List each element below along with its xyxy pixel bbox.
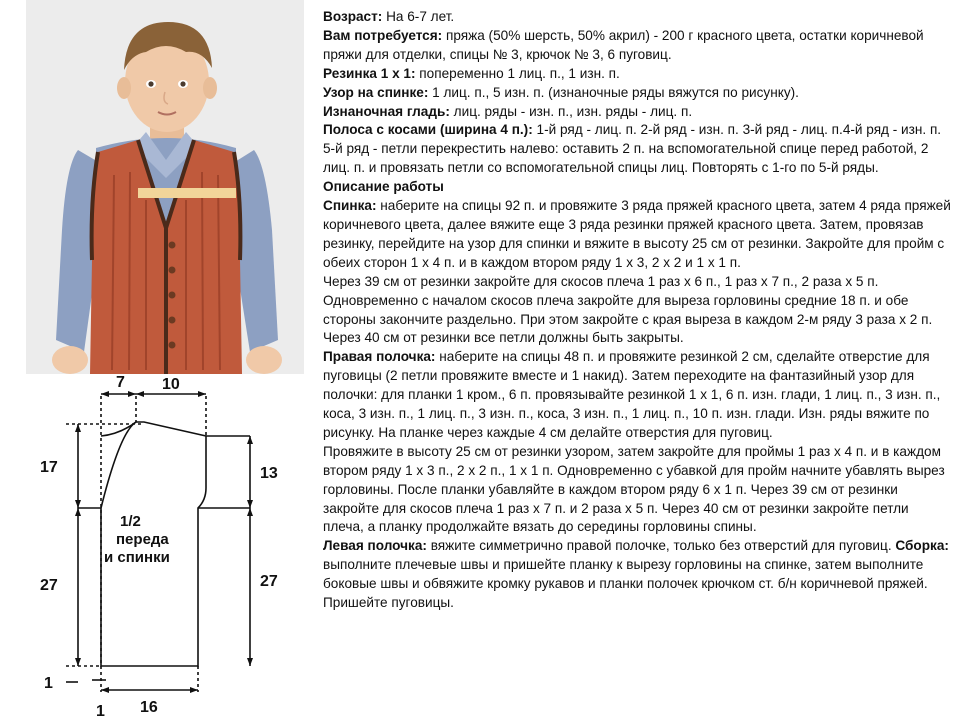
pattern-instructions bbox=[323, 8, 951, 613]
dim-bottom-width: 16 bbox=[140, 699, 158, 716]
materials-label: Вам потребуется: bbox=[323, 27, 443, 43]
piece-label-front: переда bbox=[116, 531, 169, 548]
rib-line bbox=[323, 65, 951, 84]
hand-left bbox=[52, 346, 88, 374]
boy-in-vest-illustration bbox=[26, 0, 304, 374]
dim-body-height-left: 27 bbox=[40, 577, 58, 594]
assembly-label: Сборка: bbox=[895, 538, 949, 554]
dim-neck-width: 7 bbox=[116, 374, 125, 391]
age-label: Возраст: bbox=[323, 9, 383, 24]
back-label: Спинка: bbox=[323, 198, 377, 214]
dim-rib-height: 1 bbox=[44, 675, 53, 692]
vest-pattern-schematic bbox=[20, 372, 310, 720]
piece-label-fraction: 1/2 bbox=[120, 513, 141, 530]
rib-text: попеременно 1 лиц. п., 1 изн. п. bbox=[415, 65, 620, 81]
back-pattern-text: 1 лиц. п., 5 изн. п. (изнаночные ряды вяжутся по рисунку). bbox=[428, 84, 799, 100]
stockinette-label: Изнаночная гладь: bbox=[323, 103, 450, 119]
description-heading-text: Описание работы bbox=[323, 179, 444, 195]
cable-line bbox=[323, 121, 951, 178]
rib-label: Резинка 1 х 1: bbox=[323, 65, 416, 81]
cable-text: 1-й ряд - лиц. п. 2-й ряд - изн. п. 3-й ряд - лиц. п.4-й ряд - изн. п. 5-й ряд - петли перекрестить налево: оставить 2 п. на вспомогательной спице перед работой, 2 лиц. п. и провязать петли со вспомогательной спицы лиц. Повторять с 1-го по 5-й ряды. bbox=[323, 122, 942, 176]
back-text: наберите на спицы 92 п. и провяжите 3 ряда пряжей красного цвета, затем 4 ряда пряжей коричневого цвета, далее вяжите еще 3 ряда резинки пряжей красного цвета. Затем, провязав резинку, перейдите на узор для спинки и вяжите в высоту 25 см от резинки. Закройте для пройм с обеих сторон 1 х 4 п. и в каждом втором ряду 1 х 3, 2 х 2 и 1 х 1 п. bbox=[323, 198, 951, 270]
stockinette-text: лиц. ряды - изн. п., изн. ряды - лиц. п. bbox=[449, 103, 693, 119]
back-line-2: Через 39 см от резинки закройте для скосов плеча 1 раз х 6 п., 1 раз х 7 п., 2 раза х 5 п. Одновременно с началом скосов плеча закройте для выреза горловины средние 18 п. и обе стороны закончите раздельно. При этом закройте с края выреза в каждом 2-м ряду 3 раза х 2 п. Через 40 см от резинки все петли должны быть закрыты. bbox=[323, 273, 933, 346]
piece-label-back: и спинки bbox=[104, 549, 170, 566]
right-front-line-2: Провяжите в высоту 25 см от резинки узором, затем закройте для проймы 1 раз х 4 п. и в каждом втором ряду 1 х 3 п., 2 х 2 п., 1 х 1 п. Одновременно с убавкой для пройм начните убавлять вырез горловины. После планки убавляйте в каждом втором ряду 6 х 1 п. Через 39 см от резинки закройте для скосов плеча 1 раз х 7 п. и 2 раза х 5 п. Через 40 см от резинки закройте петли плеча, а планку продолжайте вязать до середины горловины спины. bbox=[323, 443, 945, 535]
right-front-line bbox=[323, 348, 951, 443]
schematic-drawing bbox=[20, 372, 310, 720]
dim-body-height-right: 27 bbox=[260, 573, 278, 590]
back-pattern-line bbox=[323, 84, 951, 103]
neckline-curve bbox=[101, 422, 136, 436]
left-front-text: вяжите симметрично правой полочке, только без отверстий для пуговиц. bbox=[426, 538, 892, 554]
back-pattern-label: Узор на спинке: bbox=[323, 84, 429, 100]
dim-shoulder-width: 10 bbox=[162, 376, 180, 393]
label-strip bbox=[138, 188, 236, 198]
dim-armhole-height-right: 13 bbox=[260, 465, 278, 482]
dim-armhole-height-left: 17 bbox=[40, 459, 58, 476]
right-front-text: наберите на спицы 48 п. и провяжите резинкой 2 см, сделайте отверстие для пуговицы (2 петли провяжите вместе и 1 накид). Затем переходите на фантазийный узор для полочки: для планки 1 кром., 6 п. провязывайте резинкой 1 х 1, 6 п. изн. глади, 1 лиц. п., 3 изн. п., коса, 3 изн. п., 1 лиц. п., 3 изн. п., коса, 3 изн. п., 1 лиц. п., 10 п. изн. глади. Изн. ряды вяжите по рисунку. На планке через каждые 4 см делайте отверстия для пуговиц. bbox=[323, 349, 941, 440]
age-text: На 6-7 лет. bbox=[382, 9, 455, 24]
age-line bbox=[323, 8, 951, 27]
materials-line bbox=[323, 27, 951, 65]
right-front-label: Правая полочка: bbox=[323, 349, 436, 365]
left-front-label: Левая полочка: bbox=[323, 538, 427, 554]
cable-label: Полоса с косами (ширина 4 п.): bbox=[323, 122, 533, 138]
dim-hem-edge: 1 bbox=[96, 703, 105, 720]
stockinette-line bbox=[323, 103, 951, 122]
left-front-line bbox=[323, 537, 951, 613]
hand-right bbox=[246, 346, 282, 374]
description-heading bbox=[323, 178, 951, 197]
product-photo bbox=[26, 0, 304, 374]
back-line bbox=[323, 197, 951, 273]
materials-text: пряжа (50% шерсть, 50% акрил) - 200 г красного цвета, остатки коричневой пряжи для отделки, спицы № 3, крючок № 3, 6 пуговиц. bbox=[323, 27, 924, 62]
assembly-text: выполните плечевые швы и пришейте планку к вырезу горловины на спинке, затем выполните боковые швы и обвяжите кромку рукавов и планки полочек крючком ст. б/н коричневой пряжей. Пришейте пуговицы. bbox=[323, 557, 928, 611]
